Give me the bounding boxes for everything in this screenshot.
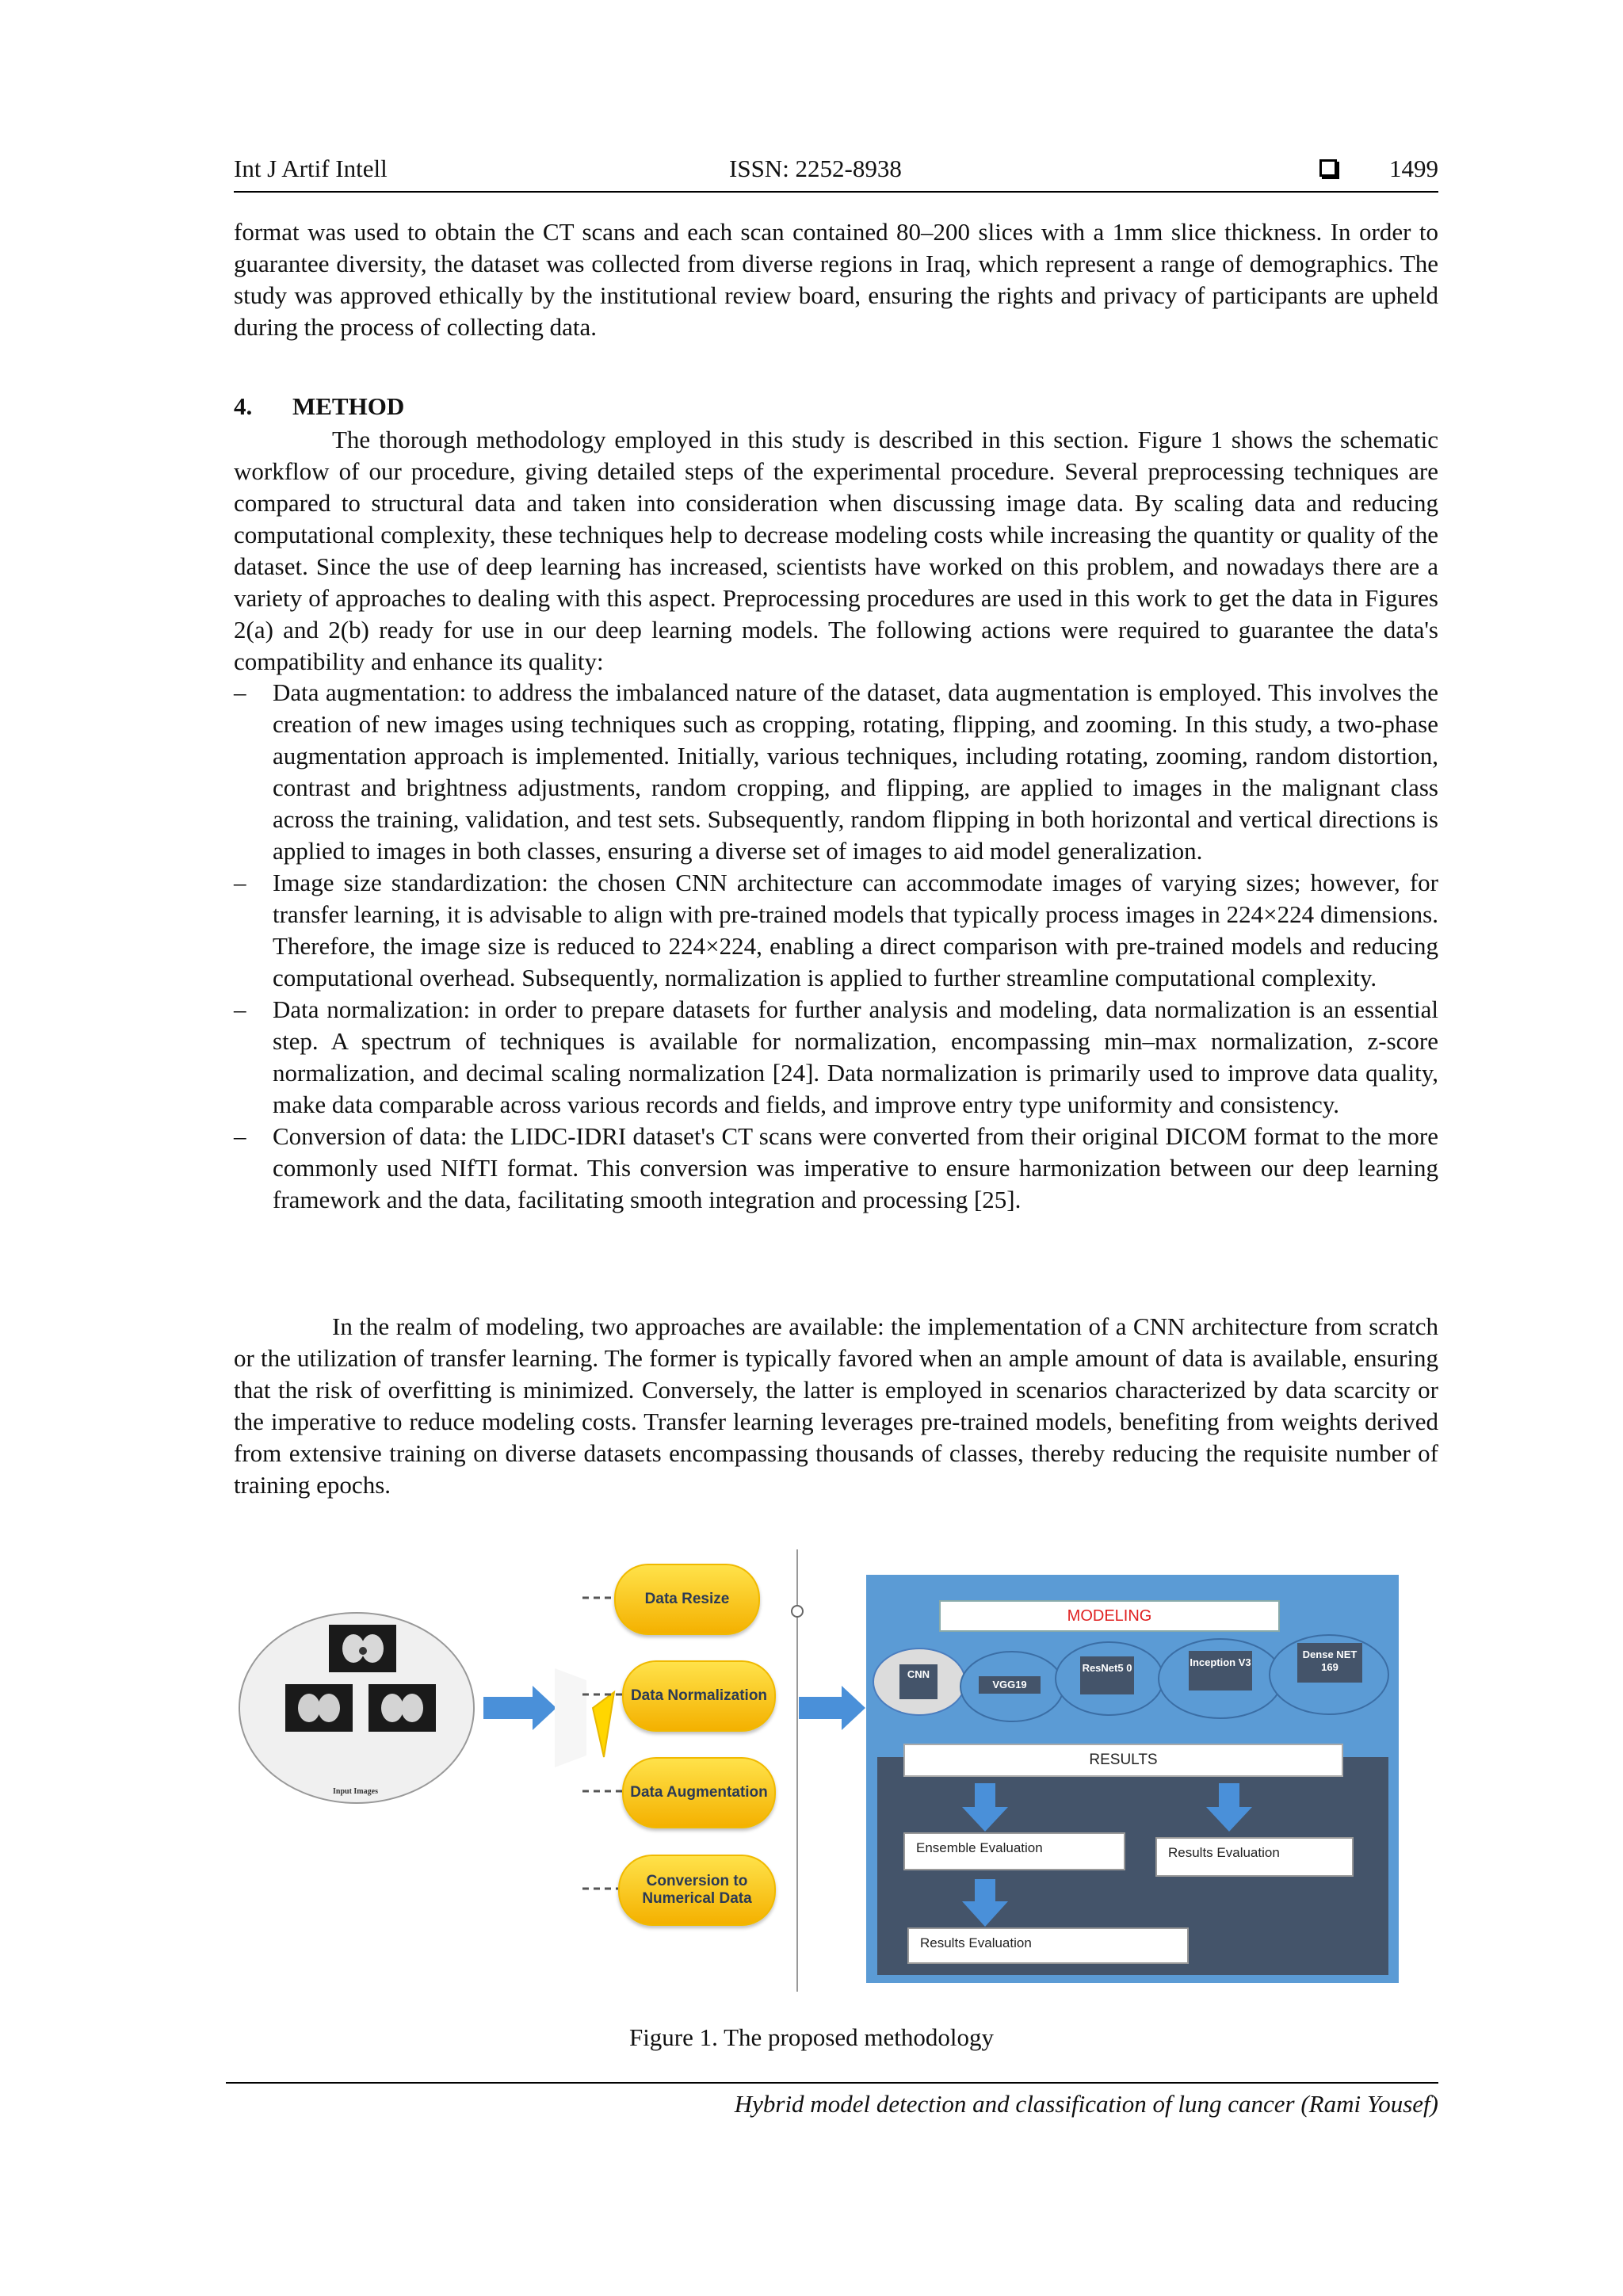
- ct-scan-image: [285, 1684, 353, 1732]
- list-item: [234, 994, 1438, 1121]
- preprocessing-list: [234, 677, 1438, 1216]
- step-pill: Data Augmentation: [622, 1757, 776, 1828]
- paragraph-method: The thorough methodology employed in this study is described in this section. Figure 1 shows the schematic workflow of our procedure, giving detailed steps of the experimental procedure. Several preprocessing techniques are compared to structural data and taken into consideration when discussing image data. By scaling data and reducing computational complexity, these techniques help to decrease modeling costs while increasing the quantity or quality of the dataset. Since the use of deep learning has increased, scientists have worked on this problem, and nowadays there are a variety of approaches to dealing with this aspect. Preprocessing procedures are used in this work to get the data in Figures 2(a) and 2(b) ready for use in our deep learning models. The following actions were required to guarantee the data's compatibility and enhance its quality:: [234, 426, 1438, 675]
- ensemble-evaluation-box: Ensemble Evaluation: [903, 1832, 1125, 1870]
- list-item-text: Data augmentation: to address the imbalanced nature of the dataset, data augmentation is employed. This involves the creation of new images using techniques such as cropping, rotating, flipping, and zooming. In this study, a two-phase augmentation approach is implemented. Initially, various techniques, including rotating, zooming, random distortion, contrast and brightness adjustments, random cropping, and flipping, are applied to images in the malignant class across the training, validation, and test sets. Subsequently, random flipping in both horizontal and vertical directions is applied to images in both classes, ensuring a diverse set of images to aid model generalization.: [273, 678, 1438, 865]
- figure-caption: Figure 1. The proposed methodology: [628, 2023, 995, 2051]
- arrow-right-icon: [799, 1686, 865, 1730]
- list-item: [234, 1121, 1438, 1216]
- step-pill: Conversion to Numerical Data: [618, 1855, 776, 1926]
- ct-scan-image: [369, 1684, 436, 1732]
- bullet-dash: –: [234, 995, 246, 1023]
- checkbox-square-icon: [1319, 159, 1337, 177]
- paragraph-modeling: In the realm of modeling, two approaches are available: the implementation of a CNN architecture from scratch or the utilization of transfer learning. The former is typically favored when an ample amount of data is available, ensuring that the risk of overfitting is minimized. Conversely, the latter is employed in scenarios characterized by data scarcity or the imperative to reduce modeling costs. Transfer learning leverages pre-trained models, benefiting from weights derived from extensive training on diverse datasets encompassing thousands of classes, thereby reducing the requisite number of training epochs.: [234, 1312, 1438, 1499]
- list-item-text: Data normalization: in order to prepare datasets for further analysis and modeling, data normalization is an essential step. A spectrum of techniques is available for normalization, encompassing min–max normalization, z-score normalization, and decimal scaling normalization [24]. Data normalization is primarily used to improve data quality, make data comparable across various records and fields, and improve entry type uniformity and consistency.: [273, 995, 1438, 1118]
- step-pill: Data Resize: [614, 1564, 760, 1635]
- list-item-text: Conversion of data: the LIDC-IDRI dataset's CT scans were converted from their original DICOM format to the more commonly used NIfTI format. This conversion was imperative to ensure harmonization between our deep learning framework and the data, facilitating smooth integration and processing [25].: [273, 1122, 1438, 1213]
- ct-scan-image: [329, 1625, 396, 1672]
- list-item: [234, 867, 1438, 994]
- list-item: [234, 677, 1438, 867]
- bullet-dash: –: [234, 1122, 246, 1150]
- results-evaluation-box: Results Evaluation: [1155, 1837, 1354, 1877]
- paragraph-intro: format was used to obtain the CT scans and each scan contained 80–200 slices with a 1mm slice thickness. In order to guarantee diversity, the dataset was collected from diverse regions in Iraq, which represent a range of demographics. The study was approved ethically by the institutional review board, ensuring the rights and privacy of participants are upheld during the process of collecting data.: [234, 218, 1438, 341]
- divider-node: [792, 1606, 803, 1617]
- running-header: [234, 155, 1438, 193]
- methodology-figure: [238, 1549, 1426, 2017]
- model-label-vgg19: VGG19: [992, 1679, 1027, 1690]
- model-label-cnn: CNN: [907, 1668, 930, 1680]
- results-evaluation-box: Results Evaluation: [907, 1927, 1189, 1964]
- running-footer: Hybrid model detection and classification of lung cancer (Rami Yousef): [226, 2082, 1438, 2118]
- section-number: 4.: [234, 392, 253, 420]
- section-heading: [234, 392, 404, 421]
- journal-name: Int J Artif Intell: [234, 155, 388, 182]
- modeling-title: MODELING: [939, 1600, 1280, 1632]
- list-item-text: Image size standardization: the chosen CNN architecture can accommodate images of varying sizes; however, for transfer learning, it is advisable to align with pre-trained models that typically process images in 224×224 dimensions. Therefore, the image size is reduced to 224×224, enabling a direct comparison with pre-trained models and reducing computational overhead. Subsequently, normalization is applied to further streamline computational complexity.: [273, 869, 1438, 991]
- connector-shadow: [555, 1668, 586, 1767]
- bullet-dash: –: [234, 678, 246, 706]
- arrow-right-icon: [483, 1686, 556, 1730]
- yellow-wedge-shape: [593, 1692, 614, 1757]
- page-number: 1499: [1389, 155, 1438, 182]
- results-title: RESULTS: [903, 1744, 1343, 1777]
- step-pill: Data Normalization: [622, 1660, 776, 1732]
- model-label-inception: Inception V3: [1190, 1656, 1251, 1668]
- input-images-label: Input Images: [333, 1787, 378, 1796]
- section-title: METHOD: [292, 392, 405, 420]
- model-label-resnet50: ResNet5 0: [1082, 1662, 1132, 1674]
- model-label-densenet: Dense NET 169: [1302, 1648, 1358, 1673]
- issn: ISSN: 2252-8938: [729, 155, 902, 182]
- bullet-dash: –: [234, 869, 246, 896]
